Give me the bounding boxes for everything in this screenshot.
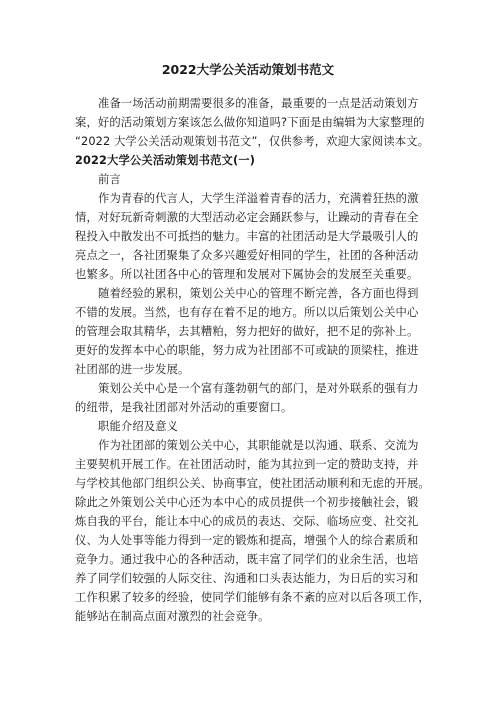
document-title: 2022大学公关活动策划书范文	[161, 62, 335, 77]
paragraph-line: 不错的发展。当然，也有存在着不足的地方。所以以后策划公关中心	[75, 306, 419, 319]
paragraph-line: 竞争力。通过我中心的各种活动，既丰富了同学们的业余生活，也培	[75, 553, 419, 566]
section-heading: 2022大学公关活动策划书范文(一)	[75, 154, 256, 167]
paragraph-line: 更好的发挥本中心的职能，努力成为社团部不可或缺的顶梁柱，推进	[75, 344, 419, 357]
paragraph-line: 社团部的进一步发展。	[75, 363, 190, 376]
intro-line: “2022 大学公关活动观策划书范文”，仅供参考，欢迎大家阅读本文。	[75, 135, 430, 148]
paragraph-line: 的纽带，是我社团部对外活动的重要窗口。	[75, 401, 293, 414]
preface-label: 前言	[98, 173, 121, 186]
paragraph-line: 策划公关中心是一个富有蓬勃朝气的部门，是对外联系的强有力	[98, 382, 419, 395]
paragraph-line: 能够站在制高点面对激烈的社会竞争。	[75, 610, 270, 623]
paragraph-line: 随着经验的累积，策划公关中心的管理不断完善，各方面也得到	[98, 287, 419, 300]
intro-line: 准备一场活动前期需要很多的准备，最重要的一点是活动策划方	[98, 97, 419, 110]
paragraph-line: 情，对好玩新奇刺激的大型活动必定会踊跃参与，让躁动的青春在全	[75, 211, 419, 224]
paragraph-line: 主要契机开展工作。在社团活动时，能为其拉到一定的赞助支持，并	[75, 458, 419, 471]
paragraph-line: 也繁多。所以社团各中心的管理和发展对下属协会的发展至关重要。	[75, 268, 419, 281]
paragraph-line: 作为青春的代言人，大学生洋溢着青春的活力，充满着狂热的激	[98, 192, 419, 205]
paragraph-line: 养了同学们较强的人际交往、沟通和口头表达能力，为日后的实习和	[75, 572, 419, 585]
paragraph-line: 作为社团部的策划公关中心，其职能就是以沟通、联系、交流为	[98, 439, 419, 452]
paragraph-line: 的管理会取其精华，去其糟粕，努力把好的做好，把不足的弥补上。	[75, 325, 419, 338]
paragraph-line: 与学校其他部门组织公关、协商事宜，使社团活动顺利和无虑的开展。	[75, 477, 430, 490]
paragraph-line: 除此之外策划公关中心还为本中心的成员提供一个初步接触社会，锻	[75, 496, 419, 509]
paragraph-line: 亮点之一，各社团聚集了众多兴趣爱好相同的学生，社团的各种活动	[75, 249, 419, 262]
intro-line: 案，好的活动策划方案该怎么做你知道吗?下面是由编辑为大家整理的	[75, 116, 425, 129]
paragraph-line: 工作积累了较多的经验，使同学们能够有条不紊的应对以后各项工作，	[75, 591, 430, 604]
paragraph-line: 炼自我的平台，能让本中心的成员的表达、交际、临场应变、社交礼	[75, 515, 419, 528]
paragraph-line: 仪、为人处事等能力得到一定的锻炼和提高，增强个人的综合素质和	[75, 534, 419, 547]
duties-label: 职能介绍及意义	[98, 420, 179, 433]
paragraph-line: 程投入中散发出不可抵挡的魅力。丰富的社团活动是大学最吸引人的	[75, 230, 419, 243]
